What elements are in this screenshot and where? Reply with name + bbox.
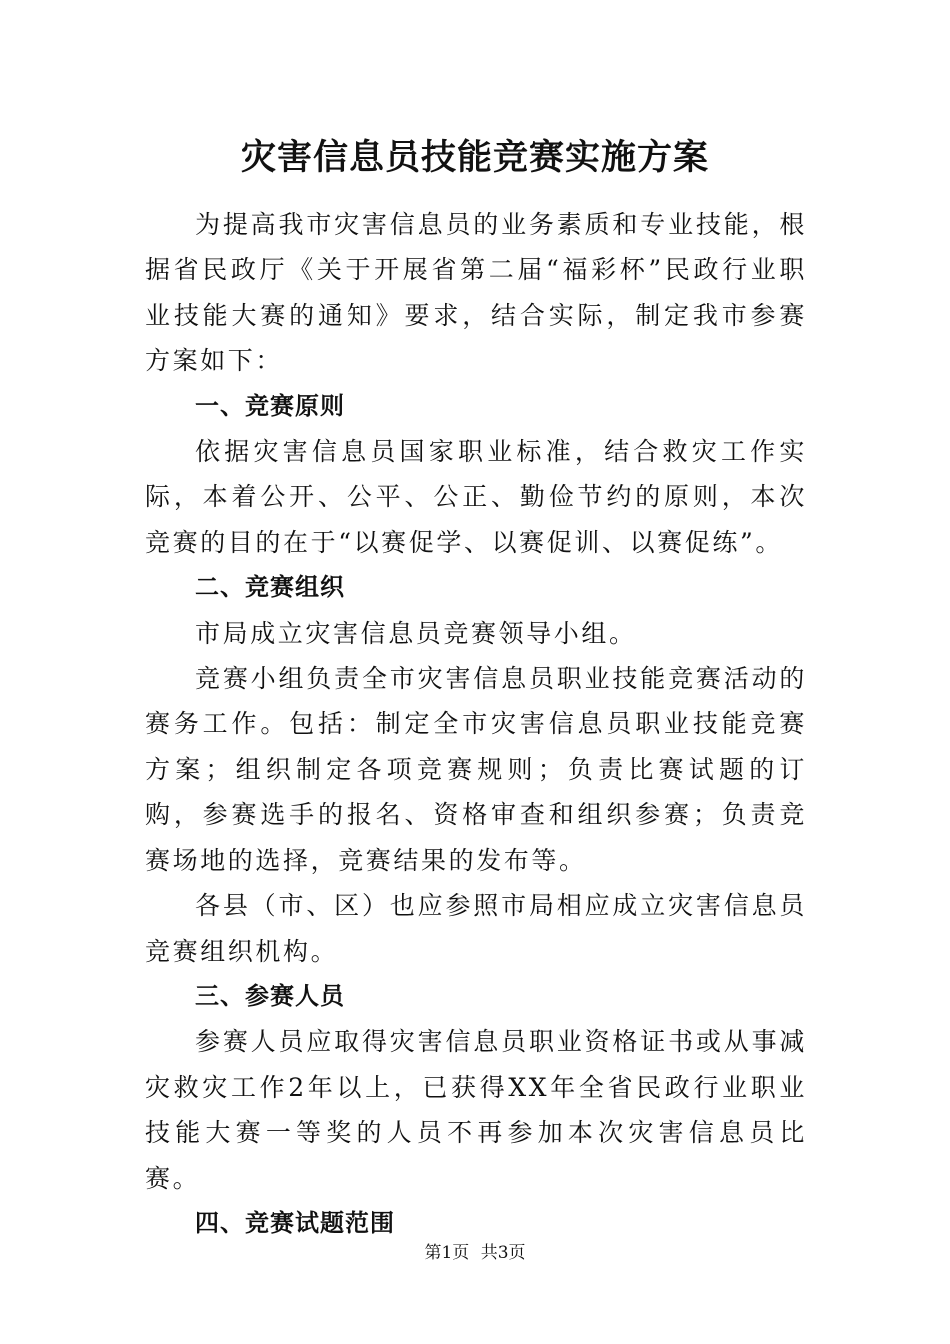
participants-paragraph: 参赛人员应取得灾害信息员职业资格证书或从事减灾救灾工作2年以上，已获得XX年全省民政行业职业技能大赛一等奖的人员不再参加本次灾害信息员比赛。 (145, 1027, 807, 1193)
section-heading-scope: 四、竞赛试题范围 (195, 1208, 395, 1237)
section-heading-principles: 一、竞赛原则 (195, 391, 345, 420)
principles-paragraph: 依据灾害信息员国家职业标准，结合救灾工作实际，本着公开、公平、公正、勤俭节约的原则，本次竞赛的目的在于“以赛促学、以赛促训、以赛促练”。 (145, 437, 807, 557)
intro-paragraph: 为提高我市灾害信息员的业务素质和专业技能，根据省民政厅《关于开展省第二届“福彩杯”民政行业职业技能大赛的通知》要求，结合实际，制定我市参赛方案如下： (145, 210, 807, 376)
document-body (145, 202, 807, 1246)
page-footer: 第1页 共3页 (424, 1243, 526, 1263)
section-heading-participants: 三、参赛人员 (195, 981, 345, 1010)
document-title: 灾害信息员技能竞赛实施方案 (240, 137, 709, 178)
organization-paragraph-2: 竞赛小组负责全市灾害信息员职业技能竞赛活动的赛务工作。包括：制定全市灾害信息员职业技能竞赛方案；组织制定各项竞赛规则；负责比赛试题的订购，参赛选手的报名、资格审查和组织参赛；负责竞赛场地的选择，竞赛结果的发布等。 (145, 664, 807, 875)
section-heading-organization: 二、竞赛组织 (195, 573, 345, 602)
organization-paragraph-3: 各县（市、区）也应参照市局相应成立灾害信息员竞赛组织机构。 (145, 891, 807, 966)
organization-paragraph-1: 市局成立灾害信息员竞赛领导小组。 (195, 618, 637, 648)
